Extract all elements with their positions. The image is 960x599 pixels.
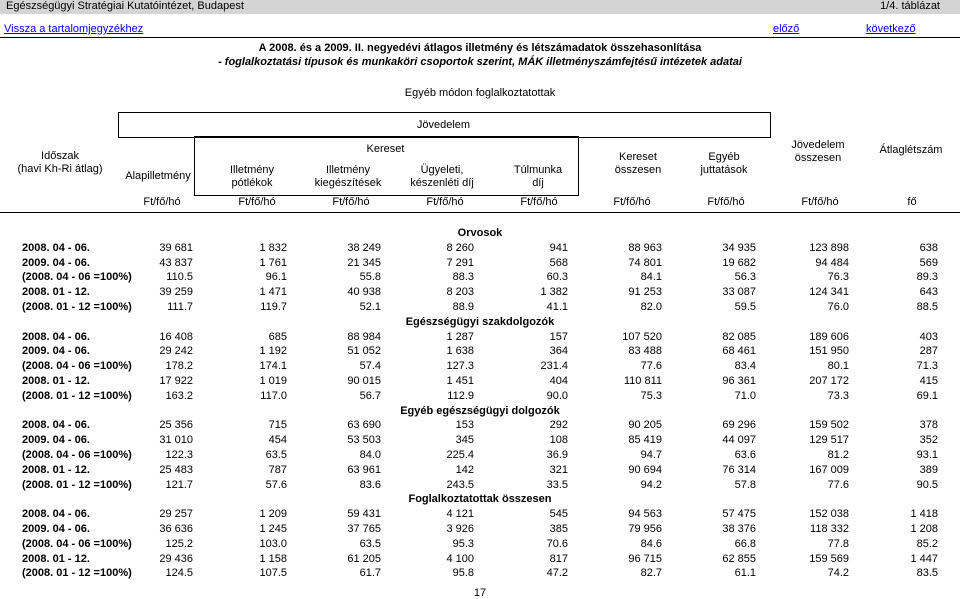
table-cell: 39 259 [159, 286, 193, 299]
unit-label: Ft/fő/hó [143, 196, 181, 208]
institute-name: Egészségügyi Stratégiai Kutatóintézet, Budapest [6, 0, 244, 12]
table-cell: 66.8 [734, 537, 756, 550]
table-cell: 287 [919, 345, 938, 358]
table-cell: 94 563 [628, 508, 662, 521]
unit-label: Ft/fő/hó [332, 196, 370, 208]
table-cell: 77.8 [827, 537, 849, 550]
table-cell: 83.5 [916, 567, 938, 580]
table-cell: 1 208 [910, 522, 938, 535]
table-cell: 4 100 [446, 552, 474, 565]
table-cell: 74 801 [628, 256, 662, 269]
income-header: Jövedelem [416, 119, 471, 131]
table-cell: 94 484 [815, 256, 849, 269]
header-bottom-rule [0, 212, 960, 213]
table-cell: 77.6 [640, 360, 662, 373]
table-cell: 167 009 [809, 463, 849, 476]
table-cell: 1 451 [446, 374, 474, 387]
table-cell: 94.2 [640, 478, 662, 491]
table-cell: 61.7 [359, 567, 381, 580]
table-cell: 110 811 [623, 374, 662, 387]
nav-divider [0, 37, 960, 38]
table-row [0, 285, 960, 300]
table-cell: 47.2 [546, 567, 568, 580]
table-row [0, 418, 960, 433]
table-cell: 21 345 [347, 256, 381, 269]
table-cell: 643 [919, 286, 938, 299]
table-cell: 25 356 [159, 419, 193, 432]
table-cell: 29 242 [159, 345, 193, 358]
page-title: A 2008. és a 2009. II. negyedévi átlagos illetmény és létszámadatok összehasonlítása [258, 42, 702, 54]
table-cell: 345 [455, 434, 474, 447]
row-label: 2009. 04 - 06. [22, 345, 90, 358]
row-label: (2008. 01 - 12 =100%) [22, 389, 132, 402]
row-label: (2008. 01 - 12 =100%) [22, 567, 132, 580]
period-header: Időszak [41, 150, 79, 162]
table-cell: 70.6 [546, 537, 568, 550]
table-cell: 88 963 [628, 241, 662, 254]
table-cell: 25 483 [159, 463, 193, 476]
table-cell: 385 [549, 522, 568, 535]
table-cell: 56.3 [734, 271, 756, 284]
table-cell: 75.3 [640, 389, 662, 402]
table-cell: 1 019 [259, 374, 287, 387]
row-label: 2008. 04 - 06. [22, 419, 90, 432]
table-cell: 157 [549, 330, 568, 343]
table-row [0, 344, 960, 359]
table-row [0, 433, 960, 448]
table-row [0, 241, 960, 256]
table-cell: 569 [919, 256, 938, 269]
table-cell: 34 935 [722, 241, 756, 254]
table-cell: 17 922 [159, 374, 193, 387]
table-cell: 57.6 [265, 478, 287, 491]
table-cell: 127.3 [446, 360, 474, 373]
table-cell: 638 [919, 241, 938, 254]
table-cell: 189 606 [809, 330, 849, 343]
next-link[interactable]: következő [866, 23, 916, 35]
table-cell: 29 436 [159, 552, 193, 565]
table-cell: 55.8 [359, 271, 381, 284]
table-cell: 8 203 [446, 286, 474, 299]
table-row [0, 522, 960, 537]
table-cell: 7 291 [446, 256, 474, 269]
table-row [0, 463, 960, 478]
table-cell: 82.0 [640, 300, 662, 313]
page-number: 17 [473, 587, 487, 599]
table-cell: 93.1 [916, 448, 938, 461]
table-cell: 178.2 [165, 360, 193, 373]
table-cell: 715 [268, 419, 287, 432]
table-cell: 1 158 [259, 552, 287, 565]
table-cell: 74.2 [827, 567, 849, 580]
table-cell: 1 418 [910, 508, 938, 521]
table-cell: 29 257 [159, 508, 193, 521]
table-cell: 88.5 [916, 300, 938, 313]
table-cell: 352 [919, 434, 938, 447]
table-cell: 76.0 [827, 300, 849, 313]
section-title: Orvosok [457, 227, 503, 239]
unit-label: Ft/fő/hó [426, 196, 464, 208]
row-label: (2008. 04 - 06 =100%) [22, 360, 132, 373]
earnings-header: Kereset [366, 143, 405, 155]
table-cell: 63.5 [359, 537, 381, 550]
table-cell: 76 314 [722, 463, 756, 476]
earnings-total-header-1: Kereset [619, 151, 657, 163]
table-cell: 94.7 [640, 448, 662, 461]
table-cell: 163.2 [165, 389, 193, 402]
table-cell: 63.6 [734, 448, 756, 461]
table-cell: 44 097 [722, 434, 756, 447]
income-total-header-1: Jövedelem [791, 139, 845, 151]
table-row [0, 300, 960, 315]
table-cell: 1 832 [259, 241, 287, 254]
table-cell: 61 205 [347, 552, 381, 565]
table-cell: 90 205 [628, 419, 662, 432]
table-cell: 174.1 [259, 360, 287, 373]
avg-headcount-header: Átlaglétszám [879, 144, 943, 156]
earnings-total-header-2: összesen [614, 164, 662, 176]
table-cell: 225.4 [446, 448, 474, 461]
table-cell: 51 052 [347, 345, 381, 358]
table-row [0, 270, 960, 285]
table-cell: 59.5 [734, 300, 756, 313]
table-cell: 43 837 [159, 256, 193, 269]
table-cell: 60.3 [546, 271, 568, 284]
overtime-header-2: díj [532, 177, 544, 189]
table-cell: 16 408 [159, 330, 193, 343]
table-cell: 159 502 [809, 419, 849, 432]
table-cell: 1 192 [259, 345, 287, 358]
table-cell: 117.0 [260, 389, 287, 402]
table-cell: 124 341 [809, 286, 849, 299]
table-cell: 364 [549, 345, 568, 358]
table-cell: 124.5 [165, 567, 193, 580]
table-cell: 545 [549, 508, 568, 521]
table-cell: 63.5 [265, 448, 287, 461]
table-cell: 80.1 [827, 360, 849, 373]
table-cell: 88.9 [452, 300, 474, 313]
table-row [0, 448, 960, 463]
table-cell: 37 765 [347, 522, 381, 535]
table-cell: 90.0 [546, 389, 568, 402]
table-cell: 1 447 [910, 552, 938, 565]
allowance-header-2: pótlékok [231, 177, 273, 189]
table-cell: 568 [549, 256, 568, 269]
table-cell: 243.5 [446, 478, 474, 491]
table-cell: 73.3 [827, 389, 849, 402]
table-cell: 63 961 [347, 463, 381, 476]
table-cell: 53 503 [347, 434, 381, 447]
table-cell: 118 332 [810, 522, 849, 535]
table-cell: 404 [549, 374, 568, 387]
table-caption: Egyéb módon foglalkoztatottak [404, 87, 556, 99]
table-cell: 119.7 [260, 300, 287, 313]
table-cell: 77.6 [827, 478, 849, 491]
table-cell: 454 [268, 434, 287, 447]
table-cell: 96 361 [722, 374, 756, 387]
table-cell: 1 209 [259, 508, 287, 521]
table-cell: 57 475 [722, 508, 756, 521]
row-label: 2008. 04 - 06. [22, 330, 90, 343]
other-benefits-header-1: Egyéb [708, 151, 740, 163]
unit-label: Ft/fő/hó [801, 196, 839, 208]
table-cell: 84.6 [640, 537, 662, 550]
table-cell: 389 [919, 463, 938, 476]
row-label: (2008. 01 - 12 =100%) [22, 300, 132, 313]
table-cell: 125.2 [165, 537, 193, 550]
table-cell: 82.7 [640, 567, 662, 580]
table-cell: 88.3 [452, 271, 474, 284]
table-cell: 36 636 [159, 522, 193, 535]
table-cell: 1 382 [540, 286, 568, 299]
table-cell: 89.3 [916, 271, 938, 284]
table-row [0, 256, 960, 271]
table-cell: 81.2 [827, 448, 849, 461]
unit-label: Ft/fő/hó [707, 196, 745, 208]
row-label: 2009. 04 - 06. [22, 256, 90, 269]
table-row [0, 566, 960, 581]
table-cell: 61.1 [734, 567, 756, 580]
table-cell: 95.8 [452, 567, 474, 580]
table-cell: 39 681 [159, 241, 193, 254]
unit-label: Ft/fő/hó [238, 196, 276, 208]
table-cell: 76.3 [827, 271, 849, 284]
table-cell: 69.1 [916, 389, 938, 402]
table-cell: 112.9 [447, 389, 474, 402]
table-cell: 153 [455, 419, 474, 432]
table-row [0, 374, 960, 389]
oncall-header-2: készenléti díj [410, 177, 474, 189]
table-cell: 83 488 [628, 345, 662, 358]
table-cell: 33.5 [546, 478, 568, 491]
table-cell: 59 431 [347, 508, 381, 521]
table-cell: 36.9 [546, 448, 568, 461]
row-label: 2009. 04 - 06. [22, 434, 90, 447]
table-cell: 8 260 [446, 241, 474, 254]
other-benefits-header-2: juttatások [700, 164, 748, 176]
table-cell: 129 517 [809, 434, 849, 447]
table-cell: 110.5 [166, 271, 193, 284]
table-cell: 121.7 [165, 478, 193, 491]
section-title: Egyéb egészségügyi dolgozók [400, 404, 560, 417]
table-row [0, 389, 960, 404]
table-cell: 321 [549, 463, 568, 476]
table-cell: 19 682 [722, 256, 756, 269]
table-cell: 41.1 [546, 300, 568, 313]
table-number: 1/4. táblázat [880, 0, 940, 12]
table-cell: 38 249 [347, 241, 381, 254]
table-row [0, 552, 960, 567]
table-cell: 82 085 [722, 330, 756, 343]
table-cell: 85 419 [628, 434, 662, 447]
table-cell: 108 [549, 434, 568, 447]
table-cell: 90 015 [347, 374, 381, 387]
row-label: 2009. 04 - 06. [22, 522, 90, 535]
table-row [0, 359, 960, 374]
row-label: 2008. 01 - 12. [22, 374, 90, 387]
row-label: 2008. 01 - 12. [22, 463, 90, 476]
table-cell: 88 984 [347, 330, 381, 343]
table-cell: 57.8 [734, 478, 756, 491]
table-row [0, 537, 960, 552]
table-cell: 787 [268, 463, 287, 476]
table-cell: 1 245 [259, 522, 287, 535]
base-salary-header: Alapilletmény [125, 170, 191, 182]
table-cell: 52.1 [359, 300, 381, 313]
table-cell: 142 [455, 463, 474, 476]
table-cell: 292 [549, 419, 568, 432]
table-cell: 62 855 [722, 552, 756, 565]
oncall-header-1: Ügyeleti, [420, 164, 464, 176]
table-cell: 96.1 [265, 271, 287, 284]
section-title: Egészségügyi szakdolgozók [405, 315, 555, 328]
supplement-header-1: Illetmény [325, 164, 371, 176]
table-cell: 122.3 [165, 448, 193, 461]
supplement-header-2: kiegészítések [314, 177, 382, 189]
table-cell: 378 [919, 419, 938, 432]
back-to-contents-link[interactable]: Vissza a tartalomjegyzékhez [4, 23, 144, 35]
table-cell: 71.0 [734, 389, 756, 402]
table-cell: 40 938 [347, 286, 381, 299]
table-body [0, 226, 960, 581]
table-cell: 56.7 [359, 389, 381, 402]
allowance-header-1: Illetmény [229, 164, 275, 176]
table-cell: 91 253 [628, 286, 662, 299]
table-cell: 123 898 [809, 241, 849, 254]
table-row [0, 478, 960, 493]
table-cell: 415 [919, 374, 938, 387]
unit-label: Ft/fő/hó [520, 196, 558, 208]
table-cell: 90 694 [628, 463, 662, 476]
table-cell: 207 172 [809, 374, 849, 387]
table-cell: 3 926 [446, 522, 474, 535]
table-cell: 95.3 [452, 537, 474, 550]
table-cell: 103.0 [259, 537, 287, 550]
table-cell: 107 520 [622, 330, 662, 343]
table-cell: 817 [549, 552, 568, 565]
table-cell: 941 [549, 241, 568, 254]
table-cell: 152 038 [809, 508, 849, 521]
table-cell: 159 569 [809, 552, 849, 565]
table-cell: 685 [268, 330, 287, 343]
table-cell: 1 471 [259, 286, 287, 299]
row-label: (2008. 04 - 06 =100%) [22, 537, 132, 550]
table-row [0, 507, 960, 522]
table-cell: 71.3 [916, 360, 938, 373]
table-cell: 107.5 [259, 567, 287, 580]
table-cell: 85.2 [916, 537, 938, 550]
table-cell: 63 690 [347, 419, 381, 432]
row-label: (2008. 04 - 06 =100%) [22, 271, 132, 284]
period-note: (havi Kh-Ri átlag) [17, 163, 103, 175]
table-cell: 151 950 [809, 345, 849, 358]
table-cell: 403 [919, 330, 938, 343]
table-cell: 33 087 [722, 286, 756, 299]
table-cell: 1 287 [446, 330, 474, 343]
table-cell: 90.5 [916, 478, 938, 491]
table-cell: 231.4 [540, 360, 568, 373]
table-cell: 83.4 [734, 360, 756, 373]
table-cell: 79 956 [628, 522, 662, 535]
table-cell: 96 715 [628, 552, 662, 565]
table-cell: 38 376 [722, 522, 756, 535]
table-cell: 83.6 [359, 478, 381, 491]
unit-label: Ft/fő/hó [613, 196, 651, 208]
table-cell: 68 461 [722, 345, 756, 358]
table-cell: 57.4 [359, 360, 381, 373]
row-label: (2008. 04 - 06 =100%) [22, 448, 132, 461]
overtime-header-1: Túlmunka [513, 164, 563, 176]
row-label: (2008. 01 - 12 =100%) [22, 478, 132, 491]
table-cell: 4 121 [446, 508, 474, 521]
table-cell: 31 010 [159, 434, 193, 447]
income-total-header-2: összesen [794, 152, 842, 164]
page-subtitle: - foglalkoztatási típusok és munkaköri csoportok szerint, MÁK illetményszámfejtésű intézetek adatai [218, 56, 742, 68]
table-cell: 84.1 [640, 271, 662, 284]
row-label: 2008. 04 - 06. [22, 508, 90, 521]
table-cell: 1 638 [446, 345, 474, 358]
section-title: Foglalkoztatottak összesen [408, 493, 552, 506]
row-label: 2008. 04 - 06. [22, 241, 90, 254]
top-bar [0, 0, 960, 14]
table-cell: 111.7 [167, 300, 193, 313]
table-cell: 84.0 [359, 448, 381, 461]
row-label: 2008. 01 - 12. [22, 552, 90, 565]
row-label: 2008. 01 - 12. [22, 286, 90, 299]
table-cell: 69 296 [722, 419, 756, 432]
previous-link[interactable]: előző [773, 23, 800, 35]
table-row [0, 330, 960, 345]
unit-label: fő [907, 196, 917, 208]
table-cell: 1 761 [259, 256, 287, 269]
